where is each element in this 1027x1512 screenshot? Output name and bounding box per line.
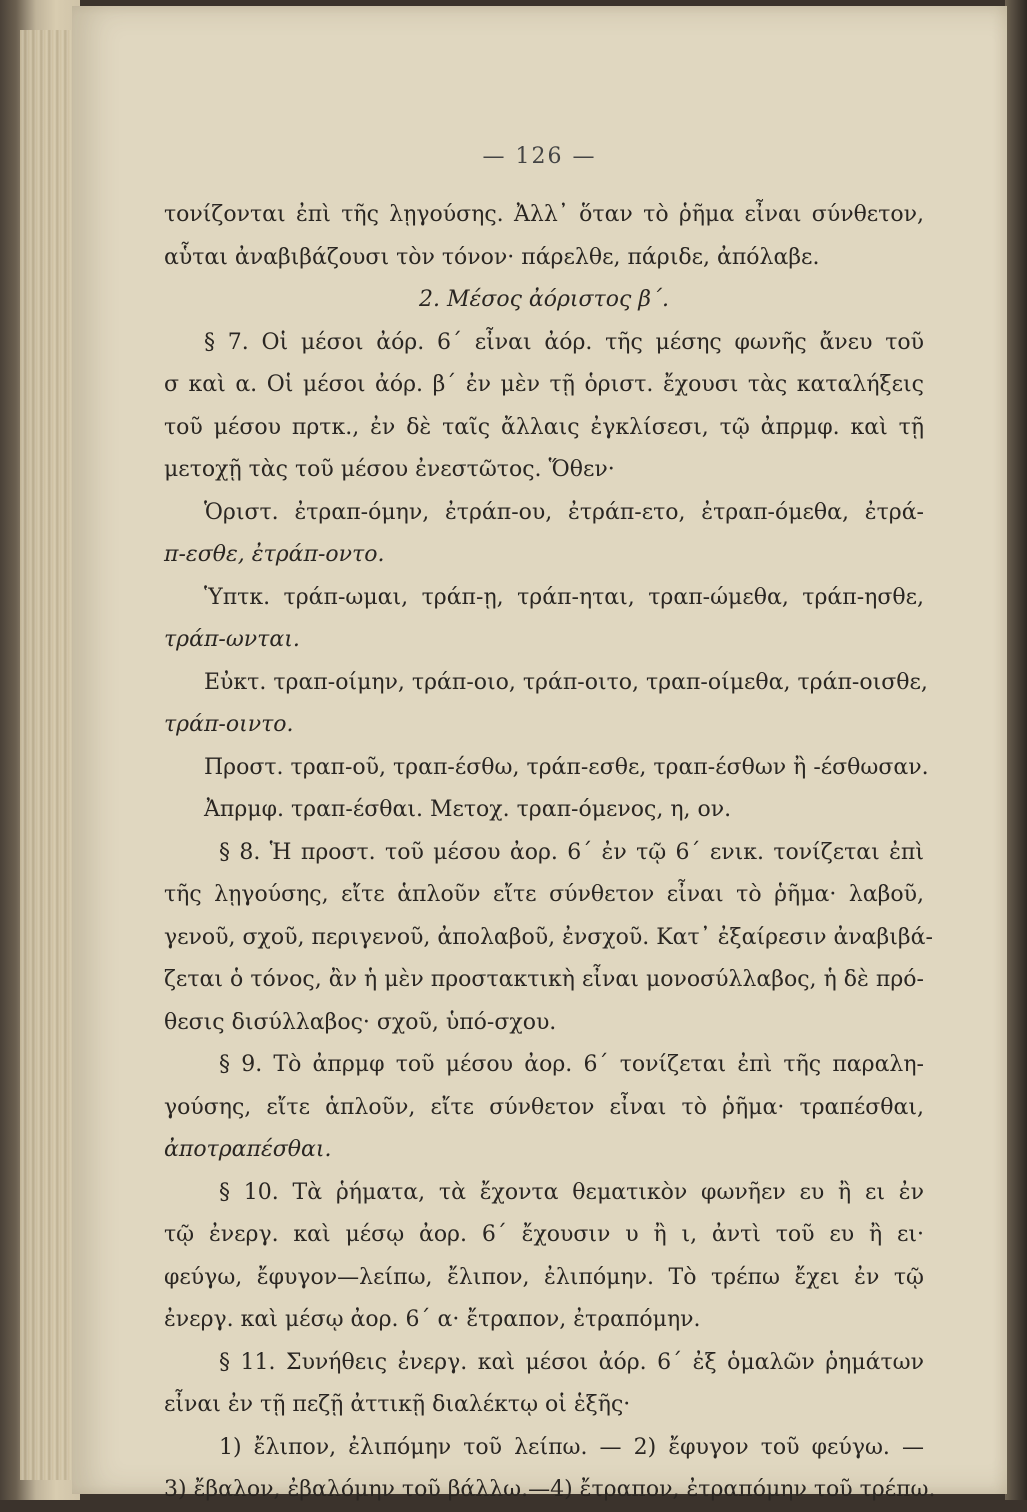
- text-line: ἐνεργ. καὶ μέσῳ ἀορ. 6΄ α· ἔτραπον, ἐτραπόμην.: [164, 1307, 701, 1332]
- text-line: εἶναι ἐν τῇ πεζῇ ἀττικῇ διαλέκτῳ οἱ ἑξῆς·: [164, 1392, 631, 1417]
- text-line: γούσης, εἴτε ἁπλοῦν, εἴτε σύνθετον εἶναι τὸ ῥῆμα· τραπέσθαι,: [164, 1094, 924, 1120]
- text-line: Προστ. τραπ-οῦ, τραπ-έσθω, τράπ-εσθε, τραπ-έσθων ἢ -έσθωσαν.: [204, 754, 929, 780]
- text-line: θεσις δισύλλαβος· σχοῦ, ὑπό-σχου.: [164, 1009, 557, 1035]
- text-line: Ἀπρμφ. τραπ-έσθαι. Μετοχ. τραπ-όμενος, η, ον.: [204, 797, 732, 822]
- text-line: φεύγω, ἔφυγον—λείπω, ἔλιπον, ἐλιπόμην. Τὸ τρέπω ἔχει ἐν τῷ: [164, 1264, 924, 1290]
- text-line: § 9. Τὸ ἀπρμφ τοῦ μέσου ἀορ. 6΄ τονίζεται ἐπὶ τῆς παραλη-: [219, 1052, 924, 1077]
- text-line: τῷ ἐνεργ. καὶ μέσῳ ἀορ. 6΄ ἔχουσιν υ ἢ ι, ἀντὶ τοῦ ευ ἢ ει·: [164, 1222, 924, 1247]
- text-line: π-εσθε, ἐτράπ-οντο.: [164, 542, 385, 567]
- text-line: τονίζονται ἐπὶ τῆς λῃγούσης. Ἀλλ᾽ ὅταν τὸ ῥῆμα εἶναι σύνθετον,: [164, 202, 924, 227]
- text-line: 1) ἔλιπον, ἐλιπόμην τοῦ λείπω. — 2) ἔφυγον τοῦ φεύγω. —: [219, 1434, 924, 1460]
- text-line: τράπ-ωνται.: [164, 627, 300, 652]
- text-line: σ καὶ α. Οἱ μέσοι ἀόρ. β΄ ἐν μὲν τῇ ὁριστ. ἔχουσι τὰς καταλήξεις: [164, 372, 924, 397]
- book-right-edge: [1005, 0, 1027, 1500]
- text-line: μετοχῇ τὰς τοῦ μέσου ἐνεστῶτος. Ὅθεν·: [164, 457, 615, 482]
- text-line: § 10. Τὰ ῥήματα, τὰ ἔχοντα θεματικὸν φωνῆεν ευ ἢ ει ἐν: [219, 1179, 924, 1205]
- page-number: — 126 —: [482, 144, 597, 169]
- text-line: Ὁριστ. ἐτραπ-όμην, ἐτράπ-ου, ἐτράπ-ετο, ἐτραπ-όμεθα, ἐτρά-: [204, 499, 924, 525]
- text-line: Ὑπτκ. τράπ-ωμαι, τράπ-ῃ, τράπ-ηται, τραπ-ώμεθα, τράπ-ησθε,: [204, 584, 924, 610]
- text-line: § 11. Συνήθεις ἐνεργ. καὶ μέσοι ἀόρ. 6΄ ἐξ ὁμαλῶν ῥημάτων: [219, 1349, 924, 1375]
- text-line: αὗται ἀναβιβάζουσι τὸν τόνον· πάρελθε, πάριδε, ἀπόλαβε.: [164, 244, 820, 270]
- book-page: [72, 6, 1007, 1502]
- text-line: 3) ἔβαλον, ἐβαλόμην τοῦ βάλλω.—4) ἔτραπον, ἐτραπόμην τοῦ τρέπω.: [164, 1477, 936, 1502]
- page-text: [164, 194, 936, 1512]
- text-line: τοῦ μέσου πρτκ., ἐν δὲ ταῖς ἄλλαις ἐγκλίσεσι, τῷ ἀπρμφ. καὶ τῇ: [164, 414, 924, 440]
- text-line: γενοῦ, σχοῦ, περιγενοῦ, ἀπολαβοῦ, ἐνσχοῦ. Κατ᾽ ἐξαίρεσιν ἀναβιβά-: [164, 924, 933, 950]
- text-line: τράπ-οιντο.: [164, 712, 294, 737]
- text-line: Εὐκτ. τραπ-οίμην, τράπ-οιο, τράπ-οιτο, τραπ-οίμεθα, τράπ-οισθε,: [204, 669, 928, 695]
- text-line: ἀποτραπέσθαι.: [164, 1137, 332, 1162]
- text-line: ζεται ὁ τόνος, ἂν ἡ μὲν προστακτικὴ εἶναι μονοσύλλαβος, ἡ δὲ πρό-: [164, 967, 924, 992]
- text-line: § 7. Οἱ μέσοι ἀόρ. 6΄ εἶναι ἀόρ. τῆς μέσης φωνῆς ἄνευ τοῦ: [204, 329, 924, 355]
- text-line: τῆς λῃγούσης, εἴτε ἁπλοῦν εἴτε σύνθετον εἶναι τὸ ῥῆμα· λαβοῦ,: [164, 882, 924, 907]
- section-heading: 2. Μέσος ἀόριστος β΄.: [418, 287, 669, 312]
- text-line: § 8. Ἡ προστ. τοῦ μέσου ἀορ. 6΄ ἐν τῷ 6΄ ενικ. τονίζεται ἐπὶ: [219, 839, 924, 865]
